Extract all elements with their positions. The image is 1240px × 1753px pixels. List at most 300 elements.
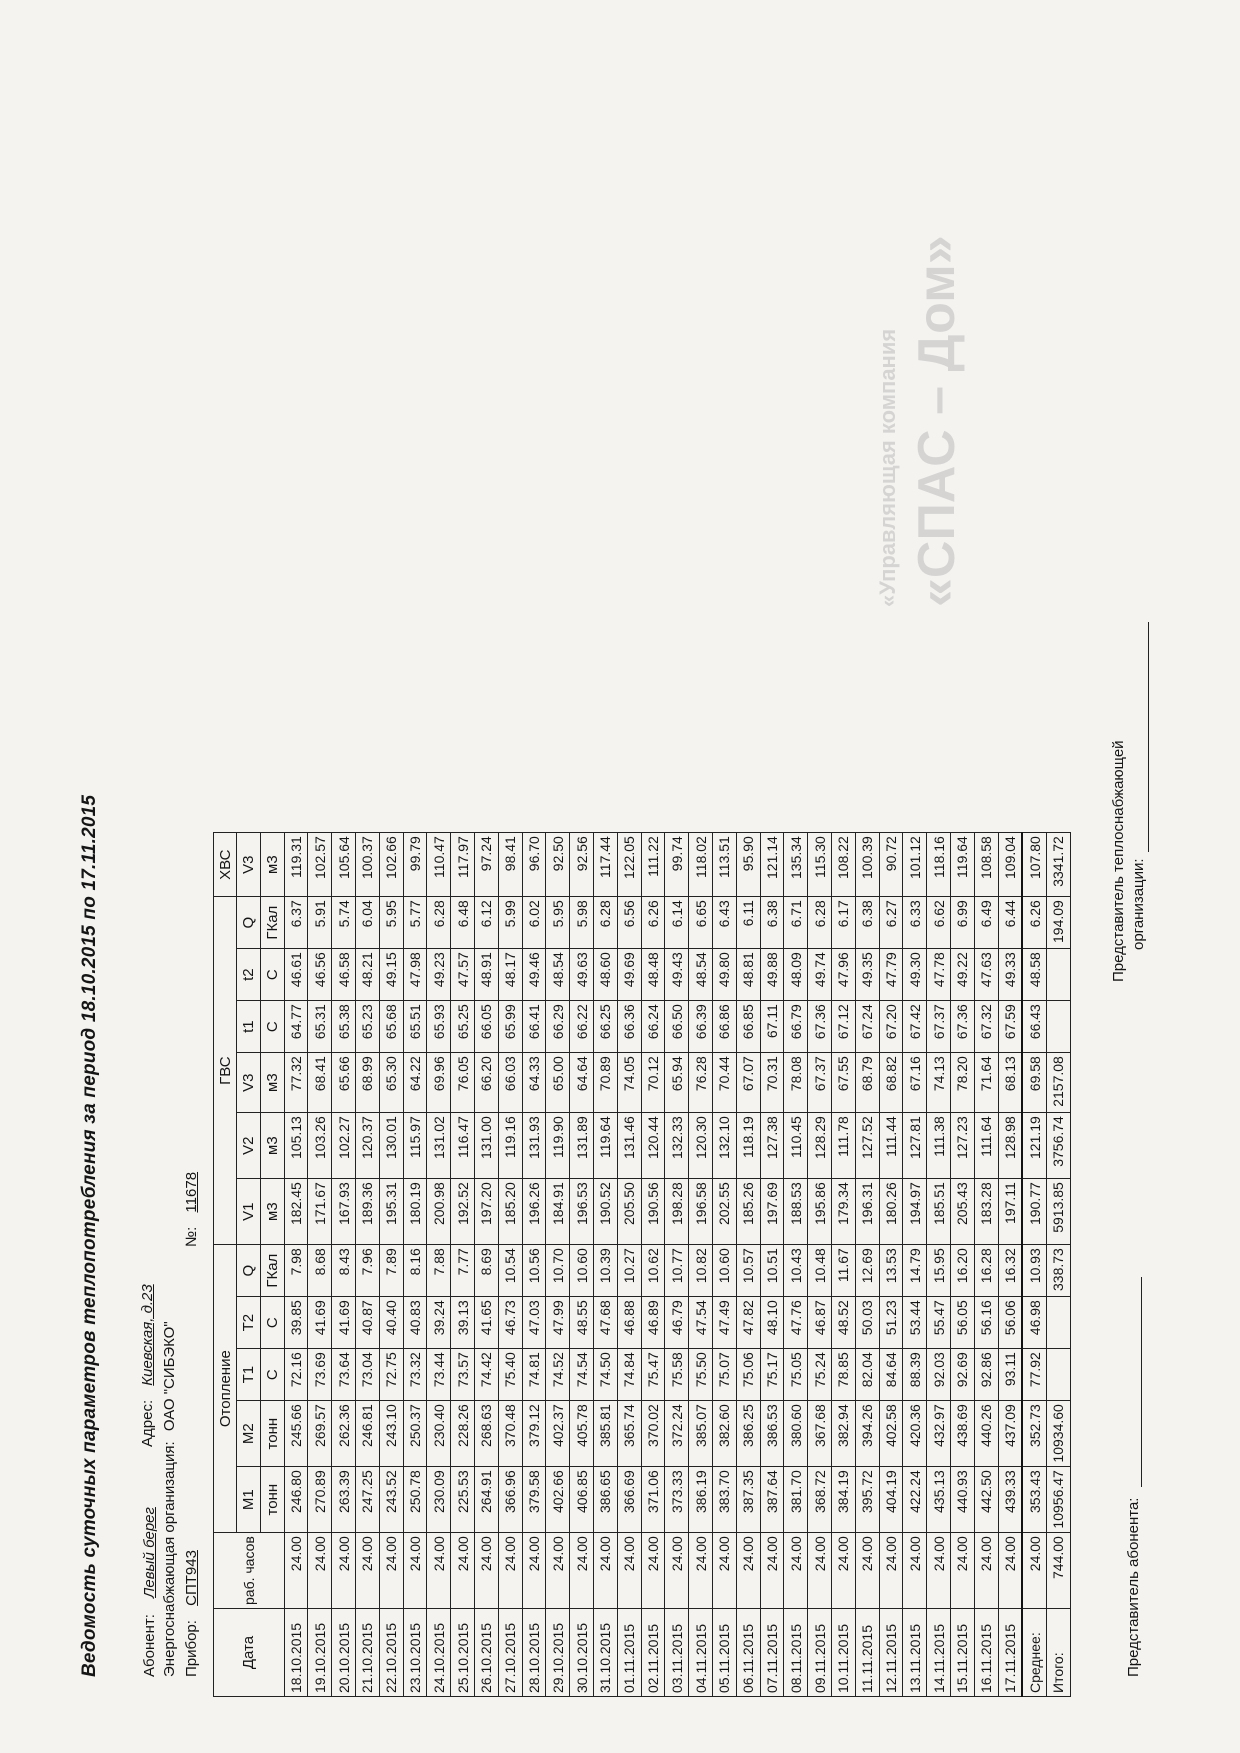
table-cell: 6.33 xyxy=(903,897,927,949)
device-value: СПТ943 xyxy=(183,1550,200,1606)
row-label: 02.11.2015 xyxy=(641,1609,665,1697)
table-cell: 84.64 xyxy=(879,1349,903,1401)
header-hot-water: ГВС xyxy=(214,897,237,1245)
table-cell: 190.77 xyxy=(1022,1179,1046,1245)
table-cell: 435.13 xyxy=(927,1467,951,1533)
table-cell: 245.66 xyxy=(284,1401,308,1467)
table-cell: 66.43 xyxy=(1022,1001,1046,1053)
row-label: Среднее: xyxy=(1022,1609,1046,1697)
table-cell: 10.43 xyxy=(784,1245,808,1297)
table-cell: 67.11 xyxy=(760,1001,784,1053)
table-row xyxy=(927,833,951,1697)
table-cell: 24.00 xyxy=(665,1533,689,1609)
table-cell: 196.26 xyxy=(522,1179,546,1245)
table-cell: 131.00 xyxy=(474,1113,498,1179)
table-cell: 6.11 xyxy=(736,897,760,949)
table-cell: 68.82 xyxy=(879,1053,903,1113)
table-cell: 108.22 xyxy=(831,833,855,897)
table-cell: 382.60 xyxy=(712,1401,736,1467)
subscriber-signature xyxy=(1125,1277,1142,1677)
table-cell: 78.08 xyxy=(784,1053,808,1113)
column-name: V1 xyxy=(237,1179,261,1245)
table-cell: 98.41 xyxy=(498,833,522,897)
table-cell: 6.14 xyxy=(665,897,689,949)
table-cell: 5.74 xyxy=(332,897,356,949)
table-cell: 185.51 xyxy=(927,1179,951,1245)
table-cell: 24.00 xyxy=(308,1533,332,1609)
table-cell: 73.32 xyxy=(403,1349,427,1401)
table-cell: 24.00 xyxy=(593,1533,617,1609)
table-cell: 7.96 xyxy=(355,1245,379,1297)
table-cell: 77.32 xyxy=(284,1053,308,1113)
table-row xyxy=(498,833,522,1697)
table-cell: 188.53 xyxy=(784,1179,808,1245)
table-cell: 49.88 xyxy=(760,949,784,1001)
table-cell: 64.77 xyxy=(284,1001,308,1053)
table-cell: 373.33 xyxy=(665,1467,689,1533)
table-cell: 107.80 xyxy=(1022,833,1046,897)
table-cell: 66.79 xyxy=(784,1001,808,1053)
subscriber-label: Абонент: xyxy=(141,1614,158,1677)
table-cell: 47.98 xyxy=(403,949,427,1001)
table-cell: 39.24 xyxy=(427,1297,451,1349)
table-cell: 65.00 xyxy=(546,1053,570,1113)
address-label: Адрес: xyxy=(139,1399,156,1447)
table-cell: 6.26 xyxy=(641,897,665,949)
table-cell: 96.70 xyxy=(522,833,546,897)
total-row xyxy=(1047,833,1071,1697)
table-cell: 117.97 xyxy=(451,833,475,897)
row-label: 22.10.2015 xyxy=(379,1609,403,1697)
table-cell: 406.85 xyxy=(570,1467,594,1533)
table-cell: 67.36 xyxy=(950,1001,974,1053)
table-cell: 7.77 xyxy=(451,1245,475,1297)
table-cell: 49.30 xyxy=(903,949,927,1001)
table-cell: 46.56 xyxy=(308,949,332,1001)
table-cell: 47.49 xyxy=(712,1297,736,1349)
table-cell: 99.74 xyxy=(665,833,689,897)
table-cell: 74.84 xyxy=(617,1349,641,1401)
table-cell: 131.93 xyxy=(522,1113,546,1179)
table-cell: 119.64 xyxy=(950,833,974,897)
table-cell: 180.26 xyxy=(879,1179,903,1245)
table-cell: 67.59 xyxy=(998,1001,1022,1053)
table-cell: 47.03 xyxy=(522,1297,546,1349)
table-cell: 10934.60 xyxy=(1047,1401,1071,1467)
address-line xyxy=(139,1284,156,1447)
device-line xyxy=(183,1550,200,1677)
table-cell: 189.36 xyxy=(355,1179,379,1245)
table-cell: 10.51 xyxy=(760,1245,784,1297)
table-cell: 386.19 xyxy=(689,1467,713,1533)
table-cell: 352.73 xyxy=(1022,1401,1046,1467)
table-cell: 402.58 xyxy=(879,1401,903,1467)
header-hours: раб. часов xyxy=(214,1533,285,1609)
table-cell: 49.43 xyxy=(665,949,689,1001)
table-cell: 105.64 xyxy=(332,833,356,897)
table-cell: 198.28 xyxy=(665,1179,689,1245)
table-cell: 24.00 xyxy=(332,1533,356,1609)
table-cell: 7.98 xyxy=(284,1245,308,1297)
table-cell: 41.69 xyxy=(308,1297,332,1349)
table-cell: 40.40 xyxy=(379,1297,403,1349)
table-row xyxy=(831,833,855,1697)
table-cell: 24.00 xyxy=(855,1533,879,1609)
row-label: 31.10.2015 xyxy=(593,1609,617,1697)
table-cell: 65.66 xyxy=(332,1053,356,1113)
table-cell: 100.37 xyxy=(355,833,379,897)
company-stamp xyxy=(875,235,967,607)
header-heating: Отопление xyxy=(214,1245,237,1533)
table-cell: 2157.08 xyxy=(1047,1053,1071,1113)
table-cell: 97.24 xyxy=(474,833,498,897)
table-cell: 185.20 xyxy=(498,1179,522,1245)
table-cell: 386.25 xyxy=(736,1401,760,1467)
row-label: 30.10.2015 xyxy=(570,1609,594,1697)
table-cell: 24.00 xyxy=(355,1533,379,1609)
table-cell: 65.25 xyxy=(451,1001,475,1053)
table-cell: 192.52 xyxy=(451,1179,475,1245)
table-cell: 384.19 xyxy=(831,1467,855,1533)
table-cell: 24.00 xyxy=(498,1533,522,1609)
table-cell: 67.32 xyxy=(974,1001,998,1053)
table-cell: 68.13 xyxy=(998,1053,1022,1113)
table-cell: 12.69 xyxy=(855,1245,879,1297)
table-row xyxy=(712,833,736,1697)
table-cell: 402.66 xyxy=(546,1467,570,1533)
table-cell: 338.73 xyxy=(1047,1245,1071,1297)
table-cell: 370.48 xyxy=(498,1401,522,1467)
table-cell: 118.02 xyxy=(689,833,713,897)
table-cell: 7.89 xyxy=(379,1245,403,1297)
table-cell: 39.85 xyxy=(284,1297,308,1349)
table-row xyxy=(665,833,689,1697)
table-cell: 48.54 xyxy=(546,949,570,1001)
table-cell: 24.00 xyxy=(474,1533,498,1609)
column-unit: тонн xyxy=(260,1401,284,1467)
table-row xyxy=(474,833,498,1697)
table-cell: 6.12 xyxy=(474,897,498,949)
row-label: 08.11.2015 xyxy=(784,1609,808,1697)
row-label: 21.10.2015 xyxy=(355,1609,379,1697)
table-cell: 117.44 xyxy=(593,833,617,897)
row-label: 19.10.2015 xyxy=(308,1609,332,1697)
table-cell: 368.72 xyxy=(808,1467,832,1533)
table-cell: 24.00 xyxy=(689,1533,713,1609)
table-cell: 48.54 xyxy=(689,949,713,1001)
table-cell: 387.64 xyxy=(760,1467,784,1533)
table-row xyxy=(808,833,832,1697)
column-name: V3 xyxy=(237,1053,261,1113)
table-cell: 8.16 xyxy=(403,1245,427,1297)
table-row xyxy=(974,833,998,1697)
table-cell: 404.19 xyxy=(879,1467,903,1533)
table-cell: 381.70 xyxy=(784,1467,808,1533)
table-cell: 75.06 xyxy=(736,1349,760,1401)
column-unit: С xyxy=(260,1297,284,1349)
column-unit: С xyxy=(260,1349,284,1401)
table-cell: 132.33 xyxy=(665,1113,689,1179)
average-row xyxy=(1022,833,1046,1697)
table-cell: 66.29 xyxy=(546,1001,570,1053)
table-cell: 131.46 xyxy=(617,1113,641,1179)
table-row xyxy=(355,833,379,1697)
report-title: Ведомость суточных параметров теплопотребления за период 18.10.2015 по 17.11.2015 xyxy=(79,794,100,1677)
table-cell: 48.21 xyxy=(355,949,379,1001)
table-cell: 67.12 xyxy=(831,1001,855,1053)
table-cell: 371.06 xyxy=(641,1467,665,1533)
table-cell: 48.81 xyxy=(736,949,760,1001)
table-cell: 24.00 xyxy=(641,1533,665,1609)
row-label: 12.11.2015 xyxy=(879,1609,903,1697)
table-cell: 16.28 xyxy=(974,1245,998,1297)
table-cell: 183.28 xyxy=(974,1179,998,1245)
table-cell: 65.68 xyxy=(379,1001,403,1053)
table-cell: 246.80 xyxy=(284,1467,308,1533)
table-cell: 395.72 xyxy=(855,1467,879,1533)
address-value: Киевская, д.23 xyxy=(139,1284,156,1386)
table-cell: 24.00 xyxy=(998,1533,1022,1609)
table-cell: 121.14 xyxy=(760,833,784,897)
table-cell: 269.57 xyxy=(308,1401,332,1467)
table-cell xyxy=(1047,1349,1071,1401)
table-cell: 47.82 xyxy=(736,1297,760,1349)
table-cell: 243.52 xyxy=(379,1467,403,1533)
table-cell: 179.34 xyxy=(831,1179,855,1245)
table-cell xyxy=(1047,949,1071,1001)
table-cell: 383.70 xyxy=(712,1467,736,1533)
table-cell: 10.62 xyxy=(641,1245,665,1297)
table-cell: 66.20 xyxy=(474,1053,498,1113)
table-cell: 118.16 xyxy=(927,833,951,897)
table-cell: 230.40 xyxy=(427,1401,451,1467)
table-cell: 67.42 xyxy=(903,1001,927,1053)
table-cell: 48.17 xyxy=(498,949,522,1001)
column-name: Q xyxy=(237,897,261,949)
column-name: M2 xyxy=(237,1401,261,1467)
table-cell: 197.69 xyxy=(760,1179,784,1245)
table-cell: 6.49 xyxy=(974,897,998,949)
table-cell: 72.16 xyxy=(284,1349,308,1401)
table-cell: 93.11 xyxy=(998,1349,1022,1401)
table-cell: 66.41 xyxy=(522,1001,546,1053)
table-cell: 24.00 xyxy=(950,1533,974,1609)
table-cell: 744.00 xyxy=(1047,1533,1071,1609)
table-row xyxy=(736,833,760,1697)
table-cell: 10.60 xyxy=(570,1245,594,1297)
table-cell: 74.52 xyxy=(546,1349,570,1401)
table-cell: 46.73 xyxy=(498,1297,522,1349)
table-cell: 6.38 xyxy=(855,897,879,949)
table-cell: 228.26 xyxy=(451,1401,475,1467)
table-cell: 47.78 xyxy=(927,949,951,1001)
table-cell: 367.68 xyxy=(808,1401,832,1467)
table-cell: 205.43 xyxy=(950,1179,974,1245)
table-cell: 48.09 xyxy=(784,949,808,1001)
table-cell: 39.13 xyxy=(451,1297,475,1349)
table-cell: 230.09 xyxy=(427,1467,451,1533)
table-cell: 5.95 xyxy=(379,897,403,949)
table-cell: 250.78 xyxy=(403,1467,427,1533)
table-cell: 167.93 xyxy=(332,1179,356,1245)
table-cell: 70.12 xyxy=(641,1053,665,1113)
table-cell: 53.44 xyxy=(903,1297,927,1349)
table-cell: 78.20 xyxy=(950,1053,974,1113)
table-cell: 135.34 xyxy=(784,833,808,897)
table-cell: 262.36 xyxy=(332,1401,356,1467)
table-cell: 70.44 xyxy=(712,1053,736,1113)
table-cell: 74.42 xyxy=(474,1349,498,1401)
table-cell: 67.07 xyxy=(736,1053,760,1113)
table-cell: 10.48 xyxy=(808,1245,832,1297)
table-cell: 66.05 xyxy=(474,1001,498,1053)
table-cell: 385.07 xyxy=(689,1401,713,1467)
table-cell: 64.64 xyxy=(570,1053,594,1113)
table-cell: 66.25 xyxy=(593,1001,617,1053)
table-cell: 40.83 xyxy=(403,1297,427,1349)
table-row xyxy=(332,833,356,1697)
table-cell: 437.09 xyxy=(998,1401,1022,1467)
table-cell: 78.85 xyxy=(831,1349,855,1401)
table-cell: 366.69 xyxy=(617,1467,641,1533)
table-cell: 72.75 xyxy=(379,1349,403,1401)
column-name: V3 xyxy=(237,833,261,897)
table-cell: 120.44 xyxy=(641,1113,665,1179)
table-row xyxy=(950,833,974,1697)
table-row xyxy=(451,833,475,1697)
table-cell: 10.54 xyxy=(498,1245,522,1297)
table-row xyxy=(570,833,594,1697)
table-cell: 130.01 xyxy=(379,1113,403,1179)
table-row xyxy=(855,833,879,1697)
row-label: 23.10.2015 xyxy=(403,1609,427,1697)
supplier-label: Энергоснабжающая организация: xyxy=(161,1441,178,1677)
table-cell: 111.22 xyxy=(641,833,665,897)
table-cell: 46.61 xyxy=(284,949,308,1001)
table-cell: 243.10 xyxy=(379,1401,403,1467)
table-cell: 127.23 xyxy=(950,1113,974,1179)
supplier-rep-label-2: организации: xyxy=(1130,858,1147,950)
table-cell: 66.86 xyxy=(712,1001,736,1053)
table-cell: 131.02 xyxy=(427,1113,451,1179)
table-cell: 47.76 xyxy=(784,1297,808,1349)
row-label: 26.10.2015 xyxy=(474,1609,498,1697)
table-cell: 49.35 xyxy=(855,949,879,1001)
table-cell: 6.65 xyxy=(689,897,713,949)
supplier-value: ОАО "СИБЭКО" xyxy=(161,1321,178,1432)
table-cell: 5913.85 xyxy=(1047,1179,1071,1245)
table-cell: 120.37 xyxy=(355,1113,379,1179)
table-cell: 100.39 xyxy=(855,833,879,897)
table-cell: 67.55 xyxy=(831,1053,855,1113)
table-cell: 225.53 xyxy=(451,1467,475,1533)
table-cell: 111.64 xyxy=(974,1113,998,1179)
table-cell: 75.50 xyxy=(689,1349,713,1401)
table-cell: 102.66 xyxy=(379,833,403,897)
table-cell: 73.44 xyxy=(427,1349,451,1401)
table-cell: 10.27 xyxy=(617,1245,641,1297)
table-cell: 102.27 xyxy=(332,1113,356,1179)
table-cell: 24.00 xyxy=(546,1533,570,1609)
table-cell: 24.00 xyxy=(570,1533,594,1609)
table-cell: 48.58 xyxy=(1022,949,1046,1001)
subscriber-value: Левый берег xyxy=(141,1507,158,1598)
table-cell: 56.16 xyxy=(974,1297,998,1349)
table-cell: 196.53 xyxy=(570,1179,594,1245)
table-cell: 92.56 xyxy=(570,833,594,897)
table-cell: 6.99 xyxy=(950,897,974,949)
table-cell: 205.50 xyxy=(617,1179,641,1245)
table-cell: 6.26 xyxy=(1022,897,1046,949)
table-cell: 121.19 xyxy=(1022,1113,1046,1179)
row-label: 15.11.2015 xyxy=(950,1609,974,1697)
table-cell: 370.02 xyxy=(641,1401,665,1467)
table-cell: 48.55 xyxy=(570,1297,594,1349)
table-cell: 64.33 xyxy=(522,1053,546,1113)
row-label: 14.11.2015 xyxy=(927,1609,951,1697)
table-cell: 128.29 xyxy=(808,1113,832,1179)
row-label: 04.11.2015 xyxy=(689,1609,713,1697)
table-cell: 51.23 xyxy=(879,1297,903,1349)
table-cell: 41.65 xyxy=(474,1297,498,1349)
table-cell: 127.81 xyxy=(903,1113,927,1179)
table-cell: 386.65 xyxy=(593,1467,617,1533)
row-label: Итого: xyxy=(1047,1609,1071,1697)
row-label: 13.11.2015 xyxy=(903,1609,927,1697)
table-cell: 128.98 xyxy=(998,1113,1022,1179)
table-cell: 6.17 xyxy=(831,897,855,949)
table-cell: 73.04 xyxy=(355,1349,379,1401)
table-cell: 24.00 xyxy=(736,1533,760,1609)
table-cell: 66.85 xyxy=(736,1001,760,1053)
table-cell: 47.99 xyxy=(546,1297,570,1349)
table-row xyxy=(284,833,308,1697)
table-cell: 75.58 xyxy=(665,1349,689,1401)
table-cell: 353.43 xyxy=(1022,1467,1046,1533)
table-cell: 8.43 xyxy=(332,1245,356,1297)
table-cell: 65.23 xyxy=(355,1001,379,1053)
table-row xyxy=(760,833,784,1697)
table-cell: 132.10 xyxy=(712,1113,736,1179)
table-cell: 101.12 xyxy=(903,833,927,897)
table-cell: 64.22 xyxy=(403,1053,427,1113)
table-cell: 196.31 xyxy=(855,1179,879,1245)
table-cell: 67.20 xyxy=(879,1001,903,1053)
table-cell: 6.28 xyxy=(593,897,617,949)
table-cell: 69.96 xyxy=(427,1053,451,1113)
table-cell: 49.69 xyxy=(617,949,641,1001)
column-unit: м3 xyxy=(260,833,284,897)
table-cell: 6.02 xyxy=(522,897,546,949)
table-cell: 49.63 xyxy=(570,949,594,1001)
table-cell: 5.77 xyxy=(403,897,427,949)
table-cell: 247.25 xyxy=(355,1467,379,1533)
table-cell: 67.24 xyxy=(855,1001,879,1053)
table-cell: 5.98 xyxy=(570,897,594,949)
table-cell: 386.53 xyxy=(760,1401,784,1467)
table-cell: 16.32 xyxy=(998,1245,1022,1297)
table-row xyxy=(617,833,641,1697)
table-row xyxy=(879,833,903,1697)
table-cell: 171.67 xyxy=(308,1179,332,1245)
row-label: 09.11.2015 xyxy=(808,1609,832,1697)
table-cell: 24.00 xyxy=(760,1533,784,1609)
table-cell: 73.64 xyxy=(332,1349,356,1401)
table-cell: 108.58 xyxy=(974,833,998,897)
table-cell: 6.28 xyxy=(427,897,451,949)
table-cell: 131.89 xyxy=(570,1113,594,1179)
table-cell: 382.94 xyxy=(831,1401,855,1467)
